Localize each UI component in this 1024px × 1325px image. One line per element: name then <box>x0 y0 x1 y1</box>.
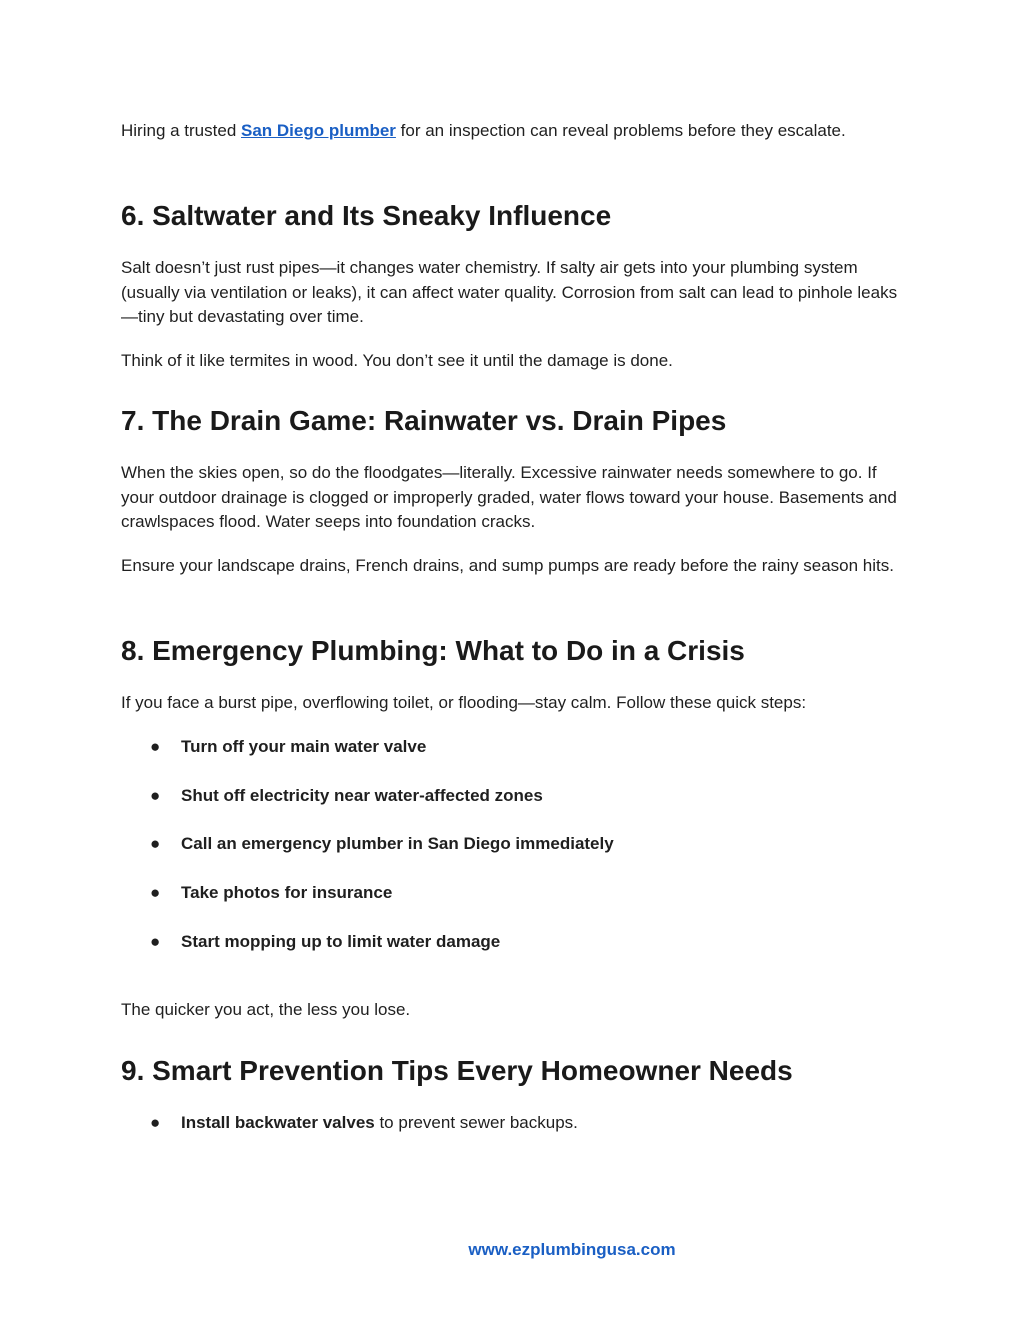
step-text: Take photos for insurance <box>181 883 393 902</box>
step-text: Turn off your main water valve <box>181 737 427 756</box>
step-text: Shut off electricity near water-affected zones <box>181 786 543 805</box>
tip-rest-text: to prevent sewer backups. <box>374 1113 578 1132</box>
bullet-icon: ● <box>150 737 161 756</box>
footer-website-link[interactable]: www.ezplumbingusa.com <box>468 1240 676 1259</box>
bullet-icon: ● <box>150 786 161 805</box>
tip-bold-text: Install backwater valves <box>181 1113 375 1132</box>
section-7-heading: 7. The Drain Game: Rainwater vs. Drain Pipes <box>121 405 727 436</box>
section-8-heading: 8. Emergency Plumbing: What to Do in a Crisis <box>121 635 745 666</box>
section-6-heading: 6. Saltwater and Its Sneaky Influence <box>121 200 612 231</box>
step-text: Call an emergency plumber in San Diego immediately <box>181 834 614 853</box>
section-6-paragraph-2: Think of it like termites in wood. You don’t see it until the damage is done. <box>121 351 673 370</box>
bullet-icon: ● <box>150 834 161 853</box>
section-7-paragraph-2: Ensure your landscape drains, French drains, and sump pumps are ready before the rainy season hits. <box>121 556 894 575</box>
intro-text-before: Hiring a trusted <box>121 121 241 140</box>
section-8-paragraph-2: The quicker you act, the less you lose. <box>121 1000 411 1019</box>
intro-text-after: for an inspection can reveal problems before they escalate. <box>395 121 846 140</box>
bullet-icon: ● <box>150 883 161 902</box>
bullet-icon: ● <box>150 932 161 951</box>
section-6-paragraph-1: Salt doesn’t just rust pipes—it changes water chemistry. If salty air gets into your plumbing system (usually via ventilation or leaks), it can affect water quality. Corrosion from salt can lead to pinhole leaks—tiny but devastating over time. <box>121 258 898 326</box>
tip-text <box>181 1111 578 1135</box>
section-8-paragraph-1: If you face a burst pipe, overflowing toilet, or flooding—stay calm. Follow these quick steps: <box>121 693 807 712</box>
san-diego-plumber-link[interactable]: San Diego plumber <box>241 121 396 140</box>
bullet-icon: ● <box>150 1113 161 1132</box>
section-7-paragraph-1: When the skies open, so do the floodgates—literally. Excessive rainwater needs somewhere to go. If your outdoor drainage is clogged or improperly graded, water flows toward your house. Basements and crawlspaces flood. Water seeps into foundation cracks. <box>121 463 897 531</box>
intro-paragraph <box>121 119 911 144</box>
section-9-heading: 9. Smart Prevention Tips Every Homeowner Needs <box>121 1055 793 1086</box>
step-text: Start mopping up to limit water damage <box>181 932 501 951</box>
